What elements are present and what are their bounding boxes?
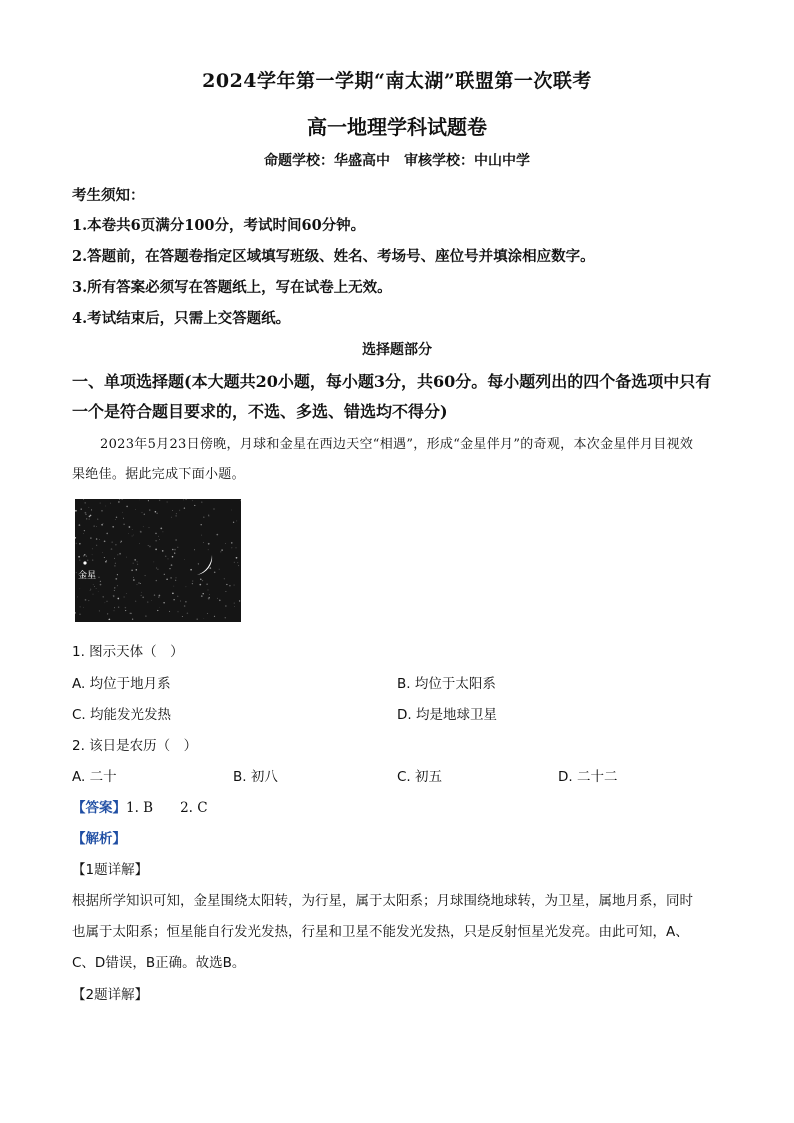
star-speck (225, 617, 226, 618)
star-speck (111, 548, 113, 550)
star-speck (137, 564, 138, 565)
star-speck (94, 586, 95, 587)
star-speck (177, 547, 178, 548)
star-speck (176, 513, 177, 514)
star-speck (133, 577, 134, 578)
star-speck (133, 563, 134, 564)
star-speck (225, 543, 226, 544)
star-speck (114, 587, 115, 588)
star-speck (114, 610, 115, 611)
star-speck (216, 534, 218, 536)
star-speck (117, 585, 118, 586)
star-speck (149, 546, 151, 548)
star-speck (175, 580, 176, 581)
star-speck (117, 598, 119, 600)
star-speck (135, 601, 136, 602)
star-speck (158, 536, 159, 537)
star-speck (128, 533, 129, 534)
star-speck (77, 597, 78, 598)
star-speck (83, 533, 84, 534)
star-speck (185, 601, 187, 603)
star-speck (229, 585, 230, 586)
star-speck (203, 542, 204, 543)
option-a: A. 二十 (72, 769, 117, 785)
star-speck (107, 613, 108, 614)
star-speck (183, 499, 184, 500)
star-speck (83, 555, 84, 556)
star-speck (139, 500, 140, 501)
star-speck (134, 559, 136, 561)
star-speck (118, 607, 119, 608)
star-speck (93, 594, 94, 595)
star-speck (169, 611, 170, 612)
star-speck (190, 569, 192, 571)
star-speck (214, 572, 216, 574)
star-speck (155, 511, 157, 513)
analysis-line: 也属于太阳系；恒星能自行发光发热，行星和卫星不能发光发热，只是反射恒星光发亮。由此可知，A、 (72, 924, 689, 940)
star-speck (176, 578, 177, 579)
star-speck (208, 598, 210, 600)
option-d: D. 二十二 (558, 769, 618, 785)
star-speck (100, 584, 102, 586)
star-speck (200, 578, 202, 580)
notice-item: 4.考试结束后，只需上交答题纸。 (72, 310, 291, 327)
star-speck (160, 528, 162, 530)
passage-line: 2023年5月23日傍晚，月球和金星在西边天空“相遇”，形成“金星伴月”的奇观，本次金星伴月目视效 (100, 437, 694, 452)
star-speck (234, 585, 235, 586)
star-speck (132, 619, 133, 620)
star-speck (96, 588, 97, 589)
star-speck (149, 510, 150, 511)
answer-tag: 【答案】 (72, 800, 126, 816)
star-speck (148, 545, 149, 546)
star-speck (136, 569, 137, 570)
star-speck (159, 607, 160, 608)
venus-moon-photo (75, 499, 241, 622)
star-speck (122, 512, 123, 513)
star-speck (199, 584, 201, 586)
star-speck (164, 574, 165, 575)
star-speck (100, 503, 101, 504)
star-speck (209, 516, 210, 517)
section-heading-line: 一个是符合题目要求的，不选、多选、错选均不得分) (72, 402, 448, 421)
answer-text: 1. B 2. C (126, 800, 208, 816)
star-speck (192, 581, 193, 582)
star-speck (103, 596, 104, 597)
star-speck (132, 536, 133, 537)
star-speck (100, 581, 101, 582)
star-speck (184, 605, 186, 607)
star-speck (178, 611, 179, 612)
star-speck (208, 549, 209, 550)
star-speck (207, 613, 208, 614)
star-speck (139, 543, 140, 544)
star-speck (76, 543, 77, 544)
star-speck (202, 580, 203, 581)
star-speck (137, 561, 138, 562)
star-speck (112, 542, 113, 543)
star-speck (123, 524, 124, 525)
star-speck (159, 539, 160, 540)
star-speck (96, 538, 98, 540)
star-speck (86, 556, 87, 557)
star-speck (129, 526, 131, 528)
star-speck (114, 565, 115, 566)
star-speck (140, 531, 142, 533)
star-speck (126, 506, 128, 508)
star-speck (201, 501, 202, 502)
star-speck (97, 519, 98, 520)
star-speck (106, 560, 107, 561)
star-speck (123, 518, 124, 519)
star-speck (94, 526, 95, 527)
star-speck (158, 597, 159, 598)
star-speck (106, 533, 108, 535)
star-speck (114, 590, 115, 591)
star-speck (171, 564, 173, 566)
star-speck (118, 555, 119, 556)
star-speck (165, 556, 166, 557)
star-speck (75, 510, 77, 512)
star-speck (107, 601, 108, 602)
star-speck (221, 549, 222, 550)
star-speck (194, 549, 195, 550)
star-speck (203, 618, 204, 619)
star-speck (194, 505, 195, 506)
star-speck (121, 541, 122, 542)
star-speck (125, 610, 126, 611)
star-speck (235, 547, 236, 548)
question-stem: 2. 该日是农历（ ） (72, 738, 198, 754)
star-speck (88, 507, 89, 508)
star-speck (92, 554, 93, 555)
star-speck (179, 510, 180, 511)
section-heading-line: 一、单项选择题(本大题共20小题，每小题3分，共60分。每小题列出的四个备选项中只有 (72, 372, 712, 391)
star-speck (201, 595, 203, 597)
star-speck (79, 613, 81, 615)
star-speck (92, 560, 93, 561)
star-speck (234, 606, 235, 607)
star-speck (104, 557, 105, 558)
notice-item: 1.本卷共6页满分100分，考试时间60分钟。 (72, 217, 366, 234)
star-speck (163, 602, 164, 603)
star-speck (81, 508, 82, 509)
star-speck (149, 527, 150, 528)
star-speck (174, 552, 175, 553)
star-speck (99, 610, 100, 611)
star-speck (219, 569, 220, 570)
star-speck (157, 610, 158, 611)
star-speck (96, 526, 97, 527)
star-speck (162, 531, 163, 532)
star-speck (103, 523, 104, 524)
option-d: D. 均是地球卫星 (397, 707, 497, 723)
star-speck (129, 612, 131, 614)
star-speck (238, 565, 239, 566)
star-speck (187, 613, 189, 615)
star-speck (138, 582, 139, 583)
star-speck (185, 586, 186, 587)
star-speck (113, 596, 114, 597)
star-speck (155, 540, 156, 541)
star-speck (217, 598, 218, 599)
star-speck (184, 507, 185, 508)
star-speck (192, 500, 193, 501)
star-speck (214, 509, 215, 510)
star-speck (177, 596, 178, 597)
star-speck (210, 567, 212, 569)
passage-line: 果绝佳。据此完成下面小题。 (72, 467, 245, 482)
star-speck (126, 593, 127, 594)
star-speck (84, 502, 86, 504)
star-speck (171, 517, 172, 518)
star-speck (231, 510, 232, 511)
star-speck (105, 602, 106, 603)
star-speck (156, 513, 157, 514)
star-speck (225, 591, 226, 592)
star-speck (98, 577, 99, 578)
star-speck (115, 578, 117, 580)
star-speck (170, 577, 172, 579)
notice-item: 3.所有答案必须写在答题纸上，写在试卷上无效。 (72, 279, 392, 296)
star-speck (234, 562, 235, 563)
star-speck (167, 501, 168, 502)
option-c: C. 初五 (397, 769, 443, 785)
star-speck (208, 543, 210, 545)
star-speck (108, 619, 109, 620)
star-speck (90, 590, 91, 591)
star-speck (175, 539, 176, 540)
q1-detail-heading: 【1题详解】 (72, 862, 149, 878)
star-speck (141, 512, 142, 513)
star-speck (172, 556, 174, 558)
star-speck (105, 561, 107, 563)
star-speck (141, 595, 142, 596)
option-b: B. 均位于太阳系 (397, 676, 496, 692)
star-speck (142, 596, 144, 598)
question-stem: 1. 图示天体（ ） (72, 644, 184, 660)
star-speck (79, 588, 80, 589)
star-speck (237, 562, 238, 563)
star-speck (175, 515, 176, 516)
star-speck (184, 559, 185, 560)
star-speck (233, 522, 234, 523)
star-speck (236, 521, 237, 522)
star-speck (231, 542, 232, 543)
star-speck (174, 549, 176, 551)
star-speck (85, 514, 86, 515)
star-speck (201, 535, 202, 536)
star-speck (102, 552, 103, 553)
star-speck (151, 600, 152, 601)
star-speck (207, 589, 208, 590)
star-speck (166, 578, 168, 580)
star-speck (162, 550, 164, 552)
exam-subtitle: 高一地理学科试题卷 (307, 115, 487, 139)
star-speck (115, 563, 116, 564)
star-speck (119, 553, 121, 555)
star-speck (141, 592, 142, 593)
star-speck (148, 500, 149, 501)
star-speck (135, 509, 136, 510)
night-sky-image (75, 499, 241, 622)
star-speck (221, 552, 222, 553)
star-speck (231, 547, 232, 548)
star-speck (203, 516, 205, 518)
star-speck (133, 535, 134, 536)
star-speck (202, 593, 203, 594)
star-speck (192, 583, 193, 584)
star-speck (131, 569, 133, 571)
star-speck (90, 537, 91, 538)
star-speck (155, 533, 157, 535)
star-speck (144, 514, 145, 515)
star-speck (153, 562, 154, 563)
star-speck (224, 578, 225, 579)
star-speck (157, 569, 158, 570)
star-speck (172, 510, 173, 511)
star-speck (110, 503, 111, 504)
star-speck (168, 559, 169, 560)
notice-item: 2.答题前，在答题卷指定区域填写班级、姓名、考场号、座位号并填涂相应数字。 (72, 248, 595, 265)
star-speck (114, 558, 115, 559)
star-speck (90, 515, 92, 517)
star-speck (80, 606, 81, 607)
star-speck (79, 524, 81, 526)
star-speck (124, 596, 125, 597)
star-speck (84, 530, 85, 531)
analysis-line: C、D错误，B正确。故选B。 (72, 955, 246, 971)
venus-label: 金星 (78, 571, 97, 581)
star-speck (78, 556, 80, 558)
star-speck (145, 575, 146, 576)
q2-detail-heading: 【2题详解】 (72, 987, 149, 1003)
star-speck (155, 549, 157, 551)
star-speck (133, 579, 135, 581)
star-speck (104, 540, 106, 542)
star-speck (85, 599, 87, 601)
option-c: C. 均能发光发热 (72, 707, 172, 723)
star-speck (208, 515, 209, 516)
star-speck (101, 510, 103, 512)
star-speck (156, 568, 157, 569)
analysis-tag: 【解析】 (72, 831, 126, 847)
star-speck (85, 512, 87, 514)
star-speck (125, 607, 126, 608)
star-speck (239, 600, 240, 601)
star-speck (126, 557, 127, 558)
star-speck (173, 599, 174, 600)
star-speck (154, 594, 155, 595)
star-speck (145, 615, 147, 617)
star-speck (236, 557, 238, 559)
star-speck (182, 616, 183, 617)
star-speck (225, 605, 226, 606)
star-speck (114, 607, 115, 608)
answer-line (72, 796, 732, 816)
star-speck (219, 600, 221, 602)
star-speck (136, 584, 137, 585)
star-speck (79, 559, 80, 560)
star-speck (159, 500, 160, 501)
star-speck (180, 601, 181, 602)
star-speck (173, 586, 174, 587)
star-speck (99, 539, 100, 540)
star-speck (84, 554, 86, 556)
star-speck (140, 583, 141, 584)
star-speck (143, 526, 144, 527)
star-speck (206, 583, 207, 584)
star-speck (83, 607, 84, 608)
star-speck (91, 509, 92, 510)
star-speck (234, 603, 235, 604)
section-title: 选择题部分 (362, 342, 432, 358)
star-speck (132, 529, 133, 530)
star-speck (89, 519, 90, 520)
star-speck (98, 591, 99, 592)
notice-heading: 考生须知： (72, 187, 145, 204)
school-info: 命题学校：华盛高中 审核学校：中山中学 (264, 153, 530, 169)
star-speck (159, 595, 161, 597)
star-speck (96, 545, 97, 546)
star-speck (92, 548, 93, 549)
star-speck (112, 526, 114, 528)
star-speck (198, 563, 199, 564)
option-a: A. 均位于地月系 (72, 676, 171, 692)
star-speck (86, 518, 87, 519)
star-speck (169, 568, 170, 569)
star-speck (115, 544, 116, 545)
exam-title: 2024学年第一学期“南太湖”联盟第一次联考 (202, 70, 592, 92)
star-speck (115, 519, 116, 520)
star-speck (118, 501, 119, 502)
star-speck (156, 580, 157, 581)
star-speck (79, 543, 80, 544)
star-speck (214, 616, 215, 617)
venus-dot (83, 561, 86, 564)
star-speck (200, 524, 201, 525)
star-speck (172, 593, 174, 595)
star-speck (147, 602, 148, 603)
star-speck (93, 584, 94, 585)
star-speck (101, 524, 103, 526)
star-speck (76, 572, 77, 573)
star-speck (197, 619, 198, 620)
star-speck (120, 542, 121, 543)
star-speck (90, 589, 91, 590)
star-speck (88, 600, 89, 601)
analysis-line: 根据所学知识可知，金星围绕太阳转，为行星，属于太阳系；月球围绕地球转，为卫星，属地月系，同时 (72, 893, 693, 909)
star-speck (116, 517, 117, 518)
option-b: B. 初八 (233, 769, 278, 785)
star-speck (226, 584, 227, 585)
star-speck (87, 560, 88, 561)
star-speck (172, 549, 174, 551)
star-speck (209, 594, 210, 595)
star-speck (105, 506, 106, 507)
star-speck (117, 574, 118, 575)
